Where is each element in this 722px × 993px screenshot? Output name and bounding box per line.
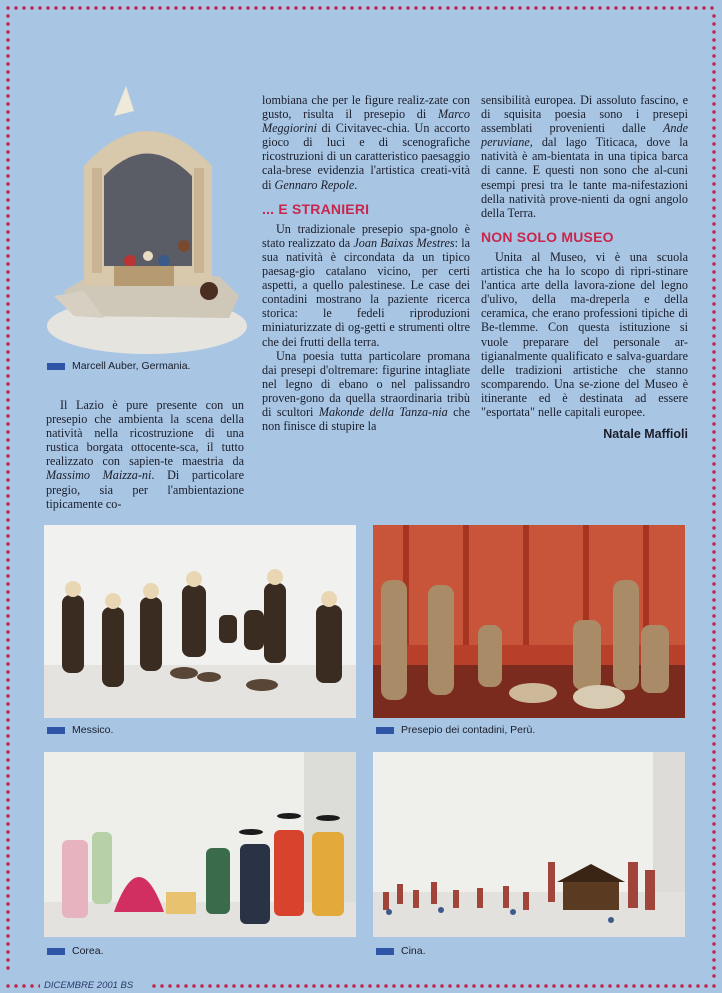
caption-china-text: Cina.	[401, 945, 426, 957]
caption-marker	[47, 363, 65, 370]
photo-korea	[44, 752, 356, 937]
text-run: Il Lazio è pure presente con un presepio che ambienta la scena della natività nella ricostruzione di una rustica borgata ottocente-sca, il tutto realizzato con sapien-te maestria da	[46, 398, 244, 469]
paragraph-civitavecchia	[262, 93, 470, 192]
artist-name: Marco Meggiorini	[262, 107, 470, 136]
photo-china	[373, 752, 685, 937]
text-column-3	[481, 93, 688, 441]
caption-peru	[376, 724, 535, 736]
photo-peru	[373, 525, 685, 718]
bottom-left-dotted-border	[4, 982, 40, 990]
caption-germany-text: Marcell Auber, Germania.	[72, 360, 191, 372]
caption-korea-text: Corea.	[72, 945, 104, 957]
text-run: . Di particolare pregio, sia per l'ambientazione tipicamente co-	[46, 468, 245, 511]
text-run: che non finisce di stupire la	[262, 404, 471, 434]
photo-germany-nativity	[44, 56, 250, 356]
caption-mexico-text: Messico.	[72, 724, 114, 736]
text-run: Una poesia tutta particolare promana dai presepi d'oltremare: figurine intagliate nel legno di ebano o nel palissandro proven-gono da quella straordinaria tribù di scultori	[262, 348, 470, 419]
text-run: : la sua natività è circondata da un tipico paesag-gio catalano vicino, per certi aspetti, a quello palestinese. Le case dei contadini mostrano la paziente ricerca storica: le fedeli riproduzioni miniaturizzate di og-getti e strumenti oltre che dei frutti della terra.	[262, 235, 470, 349]
china-figures-illustration	[373, 752, 685, 937]
text-run: lombiana che per le figure realiz-zate con gusto, risulta il presepio di	[262, 93, 470, 122]
mexico-figures-illustration	[44, 525, 356, 718]
top-dotted-border	[4, 4, 718, 12]
caption-korea	[47, 945, 104, 957]
left-dotted-border	[4, 12, 12, 974]
caption-mexico	[47, 724, 113, 736]
author-signature: Natale Maffioli	[603, 427, 688, 442]
text-column-2	[262, 93, 470, 433]
text-column-1	[46, 398, 244, 511]
page-folio: DICEMBRE 2001 BS	[44, 980, 134, 991]
paragraph-overseas	[262, 349, 470, 434]
caption-marker	[47, 948, 65, 955]
right-dotted-border	[710, 12, 718, 982]
text-run: sensibilità europea. Di assoluto fascino, e di squisita poesia sono i presepi assemblati provenienti dalle	[481, 93, 688, 136]
paragraph-spain	[262, 222, 470, 349]
artist-name: Massimo Maizza-ni	[46, 468, 152, 483]
caption-marker	[376, 948, 394, 955]
caption-marker	[376, 727, 394, 734]
paragraph-school: Unita al Museo, vi è una scuola artistica che ha lo scopo di ripri-stinare l'antica arte della lavora-zione del legno d'ulivo, della ma-dreperla e della ceramica, che erano professioni tipiche di Be-tlemme. Con questa istituzione si vuole preparare del personale ar-tigianalmente qualificato e salva-guardare delle tradizioni artistiche che stanno scomparendo. Una se-zione del Museo è itinerante ed è destinata ad essere "esportata" nelle capitali europee.	[481, 249, 688, 419]
bottom-dotted-border	[150, 982, 718, 990]
caption-china	[376, 945, 426, 957]
caption-germany	[47, 360, 190, 372]
paragraph-peru	[481, 93, 688, 220]
place-name: Ande peruviane,	[481, 121, 688, 150]
artist-name: Joan Baixas Mestres	[353, 235, 455, 250]
artist-name: Gennaro Repole	[274, 177, 355, 192]
paragraph-lazio	[46, 398, 244, 511]
peru-figures-illustration	[373, 525, 685, 718]
text-run: .	[354, 177, 358, 192]
heading-non-solo-museo: NON SOLO MUSEO	[481, 228, 614, 245]
caption-marker	[47, 727, 65, 734]
heading-stranieri: ... E STRANIERI	[262, 200, 370, 217]
tribe-name: Makonde della Tanza-nia	[318, 404, 448, 419]
text-run: Un tradizionale presepio spa-gnolo è stato realizzato da	[262, 221, 470, 250]
caption-peru-text: Presepio dei contadini, Perù.	[401, 724, 536, 736]
text-run: dal lago Titicaca, dove la natività è am-bientata in una tipica barca di canne. E questi non sono che al-cuni esempi presi tra le tante ma-nifestazioni della natività prove-nienti da ogni angolo della Terra.	[481, 135, 688, 220]
text-run: di Civitavec-chia. Un accorto gioco di luci e di scenografiche ricostruzioni di un caratteristico paesaggio cala-brese evidenzia l'artistica creati-vità di	[262, 121, 470, 192]
photo-mexico	[44, 525, 356, 718]
germany-nativity-illustration	[44, 56, 250, 356]
korea-figures-illustration	[44, 752, 356, 937]
